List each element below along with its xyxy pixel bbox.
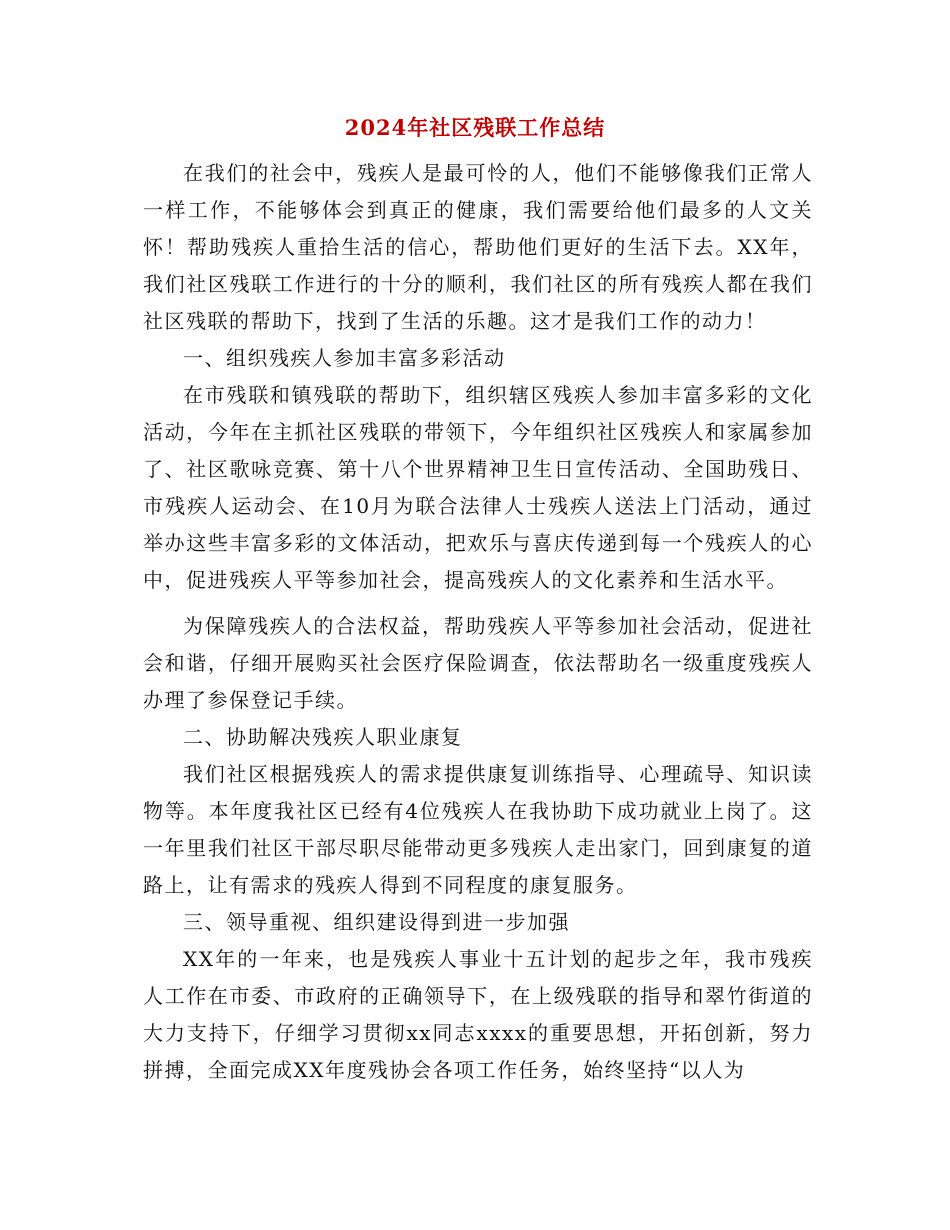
paragraph-activities: 在市残联和镇残联的帮助下，组织辖区残疾人参加丰富多彩的文化活动，今年在主抓社区残联的带领下，今年组织社区残疾人和家属参加了、社区歌咏竞赛、第十八个世界精神卫生日宣传活动、全国助残日、市残疾人运动会、在10月为联合法律人士残疾人送法上门活动，通过举办这些丰富多彩的文体活动，把欢乐与喜庆传递到每一个残疾人的心中，促进残疾人平等参加社会，提高残疾人的文化素养和生活水平。 [143, 383, 813, 592]
paragraph-intro: 在我们的社会中，残疾人是最可怜的人，他们不能够像我们正常人一样工作，不能够体会到真正的健康，我们需要给他们最多的人文关怀！帮助残疾人重拾生活的信心，帮助他们更好的生活下去。XX年，我们社区残联工作进行的十分的顺利，我们社区的所有残疾人都在我们社区残联的帮助下，找到了生活的乐趣。这才是我们工作的动力！ [143, 161, 813, 333]
document-title: 2024年社区残联工作总结 [344, 115, 606, 140]
paragraph-insurance: 为保障残疾人的合法权益，帮助残疾人平等参加社会活动，促进社会和谐，仔细开展购买社会医疗保险调查，依法帮助名一级重度残疾人办理了参保登记手续。 [143, 614, 813, 712]
paragraph-rehabilitation: 我们社区根据残疾人的需求提供康复训练指导、心理疏导、知识读物等。本年度我社区已经有4位残疾人在我协助下成功就业上岗了。这一年里我们社区干部尽职尽能带动更多残疾人走出家门，回到康复的道路上，让有需求的残疾人得到不同程度的康复服务。 [143, 762, 813, 897]
section-heading-1: 一、组织残疾人参加丰富多彩活动 [183, 346, 506, 370]
section-heading-3: 三、领导重视、组织建设得到进一步加强 [183, 910, 570, 934]
section-heading-2: 二、协助解决残疾人职业康复 [183, 725, 463, 749]
document-body [143, 155, 813, 1089]
paragraph-leadership: XX年的一年来，也是残疾人事业十五计划的起步之年，我市残疾人工作在市委、市政府的正确领导下，在上级残联的指导和翠竹街道的大力支持下，仔细学习贯彻xx同志xxxx的重要思想，开拓创新，努力拼搏，全面完成XX年度残协会各项工作任务，始终坚持“以人为 [143, 947, 813, 1082]
